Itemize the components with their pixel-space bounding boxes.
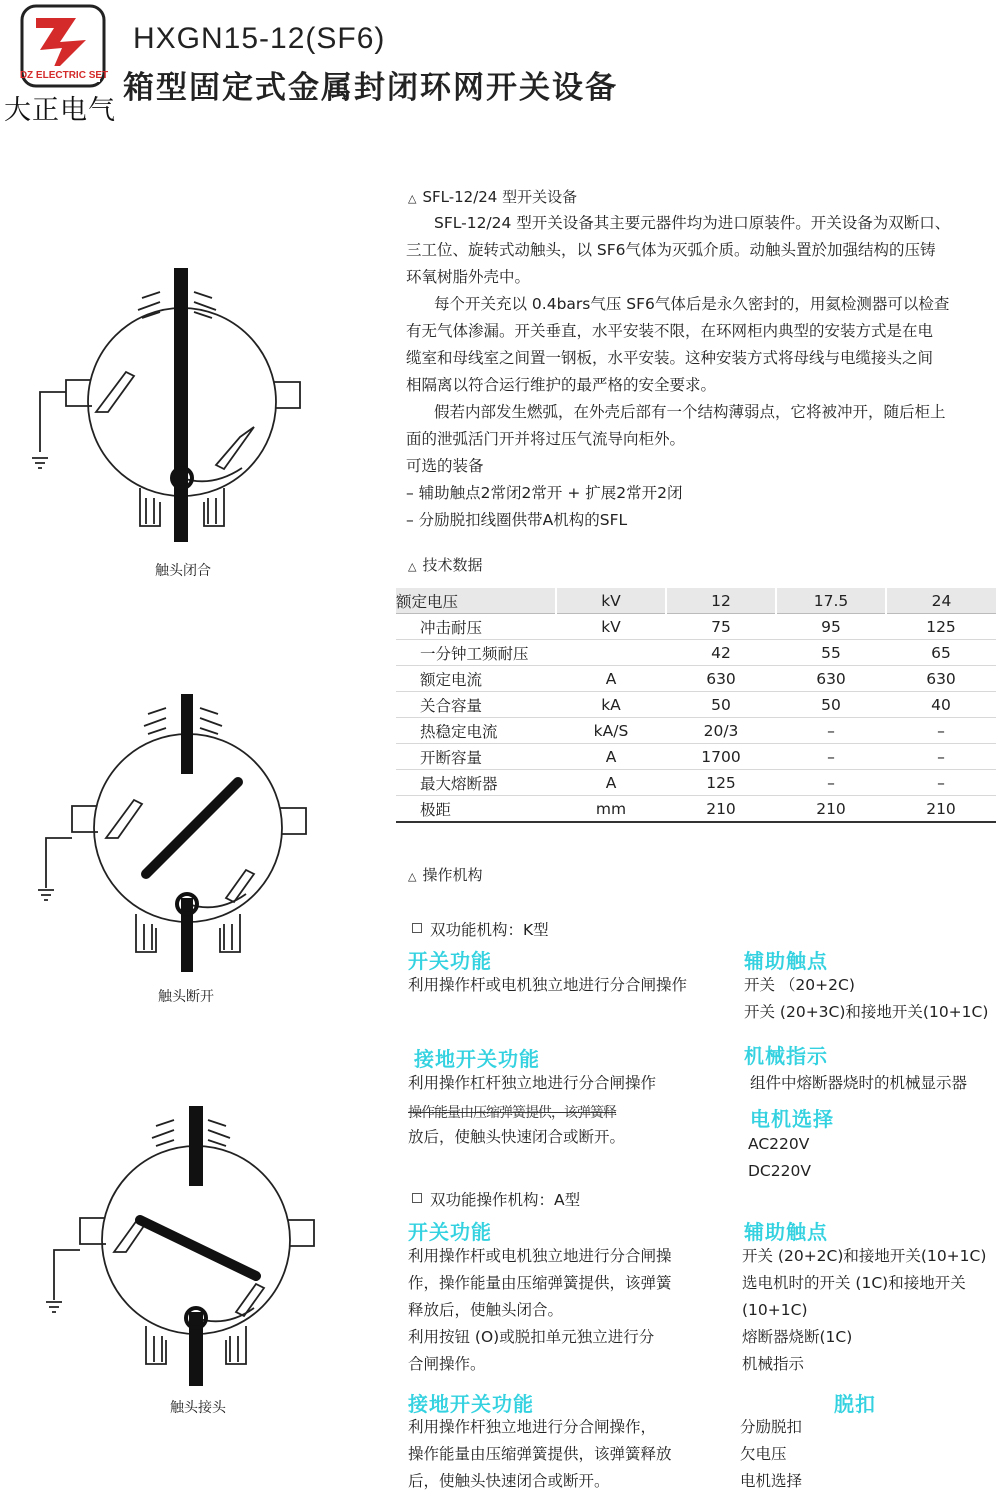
sfl-paragraph-line: SFL-12/24 型开关设备其主要元器件均为进口原装件。开关设备为双断口、 [434, 214, 951, 232]
sfl-paragraph-line: 有无气体渗漏。开关垂直，水平安装不限，在环网柜内典型的安装方式是在电 [406, 322, 934, 340]
sfl-paragraph-line: 假若内部发生燃弧，在外壳后部有一个结构薄弱点，它将被冲开，随后柜上 [434, 403, 946, 421]
table-cell: 125 [666, 770, 776, 796]
k-switch-function-text: 利用操作杆或电机独立地进行分合闸操作 [408, 976, 688, 994]
table-cell: 额定电流 [396, 666, 556, 692]
table-cell: A [556, 744, 666, 770]
table-cell: A [556, 666, 666, 692]
table-header-row [396, 588, 996, 614]
a-switch-function-title: 开关功能 [408, 1220, 492, 1244]
k-earth-switch-line: 放后，使触头快速闭合或断开。 [408, 1128, 626, 1146]
table-cell: 1700 [666, 744, 776, 770]
k-earth-switch-title: 接地开关功能 [414, 1047, 540, 1071]
table-cell [556, 640, 666, 666]
table-cell: kA [556, 692, 666, 718]
table-row [396, 666, 996, 692]
optional-item: – 分励脱扣线圈供带A机构的SFL [406, 511, 628, 529]
table-row [396, 640, 996, 666]
triangle-bullet-icon: △ [408, 870, 417, 883]
sfl-paragraph-line: 相隔离以符合运行维护的最严格的安全要求。 [406, 376, 717, 394]
k-type-title: 双功能机构：K型 [412, 918, 549, 940]
table-cell: 12 [666, 588, 776, 614]
table-cell: – [886, 770, 996, 796]
sfl-paragraph-line: 每个开关充以 0.4bars气压 SF6气体后是永久密封的，用氦检测器可以检查 [434, 295, 950, 313]
table-cell: kA/S [556, 718, 666, 744]
optional-item: – 辅助触点2常闭2常开 + 扩展2常开2闭 [406, 484, 683, 502]
table-cell: kV [556, 614, 666, 640]
table-cell: – [776, 718, 886, 744]
table-cell: mm [556, 796, 666, 823]
sfl-description [406, 210, 996, 534]
table-cell: A [556, 770, 666, 796]
square-bullet-icon [412, 1193, 422, 1203]
k-earth-switch-overprinted-line: 操作能量由压缩弹簧提供，该弹簧释 [408, 1105, 616, 1121]
logo-badge: DZ ELECTRIC SET [19, 70, 109, 81]
table-cell: 65 [886, 640, 996, 666]
table-cell: 630 [776, 666, 886, 692]
tech-heading: △ 技术数据 [408, 556, 483, 574]
table-cell: 极距 [396, 796, 556, 823]
diagram-contact-open [36, 688, 326, 978]
table-cell: – [886, 744, 996, 770]
table-cell: – [776, 744, 886, 770]
table-cell: 210 [666, 796, 776, 823]
k-aux-contacts-text: 开关 （20+2C) 开关 (20+3C)和接地开关(10+1C) [744, 976, 989, 1021]
a-earth-switch-text: 利用操作杆独立地进行分合闸操作， 操作能量由压缩弹簧提供，该弹簧释放 后，使触头快速闭合或断开。 [408, 1418, 672, 1490]
k-switch-function-title: 开关功能 [408, 949, 492, 973]
table-cell: 95 [776, 614, 886, 640]
logo-text: 大正电气 [4, 95, 116, 126]
k-mech-indicator-title: 机械指示 [744, 1044, 828, 1068]
table-cell: 42 [666, 640, 776, 666]
table-cell: 最大熔断器 [396, 770, 556, 796]
diagram-caption: 触头闭合 [155, 563, 211, 579]
a-trip-title: 脱扣 [834, 1392, 876, 1416]
table-cell: – [776, 770, 886, 796]
table-cell: 125 [886, 614, 996, 640]
table-cell: 55 [776, 640, 886, 666]
sfl-paragraph-line: 缆室和母线室之间置一钢板，水平安装。这种安装方式将母线与电缆接头之间 [406, 349, 934, 367]
table-cell: 75 [666, 614, 776, 640]
a-earth-switch-title: 接地开关功能 [408, 1392, 534, 1416]
a-aux-contacts-text: 开关 (20+2C)和接地开关(10+1C) 选电机时的开关 (1C)和接地开关 (10+1C) 熔断器烧断(1C) 机械指示 [742, 1247, 987, 1373]
table-row [396, 770, 996, 796]
table-cell: 关合容量 [396, 692, 556, 718]
table-cell: 冲击耐压 [396, 614, 556, 640]
table-cell: – [886, 718, 996, 744]
table-cell: 40 [886, 692, 996, 718]
table-cell: 50 [666, 692, 776, 718]
sfl-paragraph-line: 环氧树脂外壳中。 [406, 268, 531, 286]
k-aux-contacts-title: 辅助触点 [744, 949, 828, 973]
table-cell: 额定电压 [396, 588, 556, 614]
table-cell: 20/3 [666, 718, 776, 744]
table-cell: 开断容量 [396, 744, 556, 770]
table-cell: 一分钟工频耐压 [396, 640, 556, 666]
table-cell: 630 [886, 666, 996, 692]
k-mech-indicator-text: 组件中熔断器烧时的机械显示器 [750, 1074, 968, 1092]
table-cell: 210 [776, 796, 886, 823]
sfl-paragraph-line: 三工位、旋转式动触头，以 SF6气体为灭弧介质。动触头置於加强结构的压铸 [406, 241, 936, 259]
table-row [396, 718, 996, 744]
table-cell: 210 [886, 796, 996, 823]
k-motor-option-text: AC220V DC220V [748, 1135, 811, 1180]
table-row [396, 692, 996, 718]
triangle-bullet-icon: △ [408, 192, 417, 205]
table-cell: 24 [886, 588, 996, 614]
optional-equipment-title: 可选的装备 [406, 457, 484, 475]
diagram-caption: 触头断开 [158, 989, 214, 1005]
table-cell: 630 [666, 666, 776, 692]
product-name-title: 箱型固定式金属封闭环网开关设备 [123, 70, 618, 106]
k-motor-option-title: 电机选择 [750, 1107, 834, 1131]
tech-data-table [396, 588, 996, 823]
table-cell: 热稳定电流 [396, 718, 556, 744]
square-bullet-icon [412, 923, 422, 933]
a-aux-contacts-title: 辅助触点 [744, 1220, 828, 1244]
table-row [396, 796, 996, 823]
sfl-heading: △ SFL-12/24 型开关设备 [408, 188, 578, 206]
diagram-contact-closed [30, 262, 320, 552]
ops-heading: △ 操作机构 [408, 866, 483, 884]
triangle-bullet-icon: △ [408, 560, 417, 573]
product-model-title: HXGN15-12(SF6) [133, 22, 386, 55]
table-cell: kV [556, 588, 666, 614]
sfl-paragraph-line: 面的泄弧活门开并将过压气流导向柜外。 [406, 430, 686, 448]
table-cell: 50 [776, 692, 886, 718]
a-switch-function-text: 利用操作杆或电机独立地进行分合闸操 作，操作能量由压缩弹簧提供，该弹簧 释放后，使触头闭合。 利用按钮 (O)或脱扣单元独立进行分 合闸操作。 [408, 1247, 672, 1373]
a-type-title: 双功能操作机构：A型 [412, 1188, 580, 1210]
diagram-contact-earthed [46, 1100, 336, 1390]
table-row [396, 744, 996, 770]
table-row [396, 614, 996, 640]
table-cell: 17.5 [776, 588, 886, 614]
k-earth-switch-line: 利用操作杠杆独立地进行分合闸操作 [408, 1074, 657, 1092]
a-trip-text: 分励脱扣 欠电压 电机选择 [740, 1418, 803, 1490]
diagram-caption: 触头接头 [170, 1400, 226, 1416]
